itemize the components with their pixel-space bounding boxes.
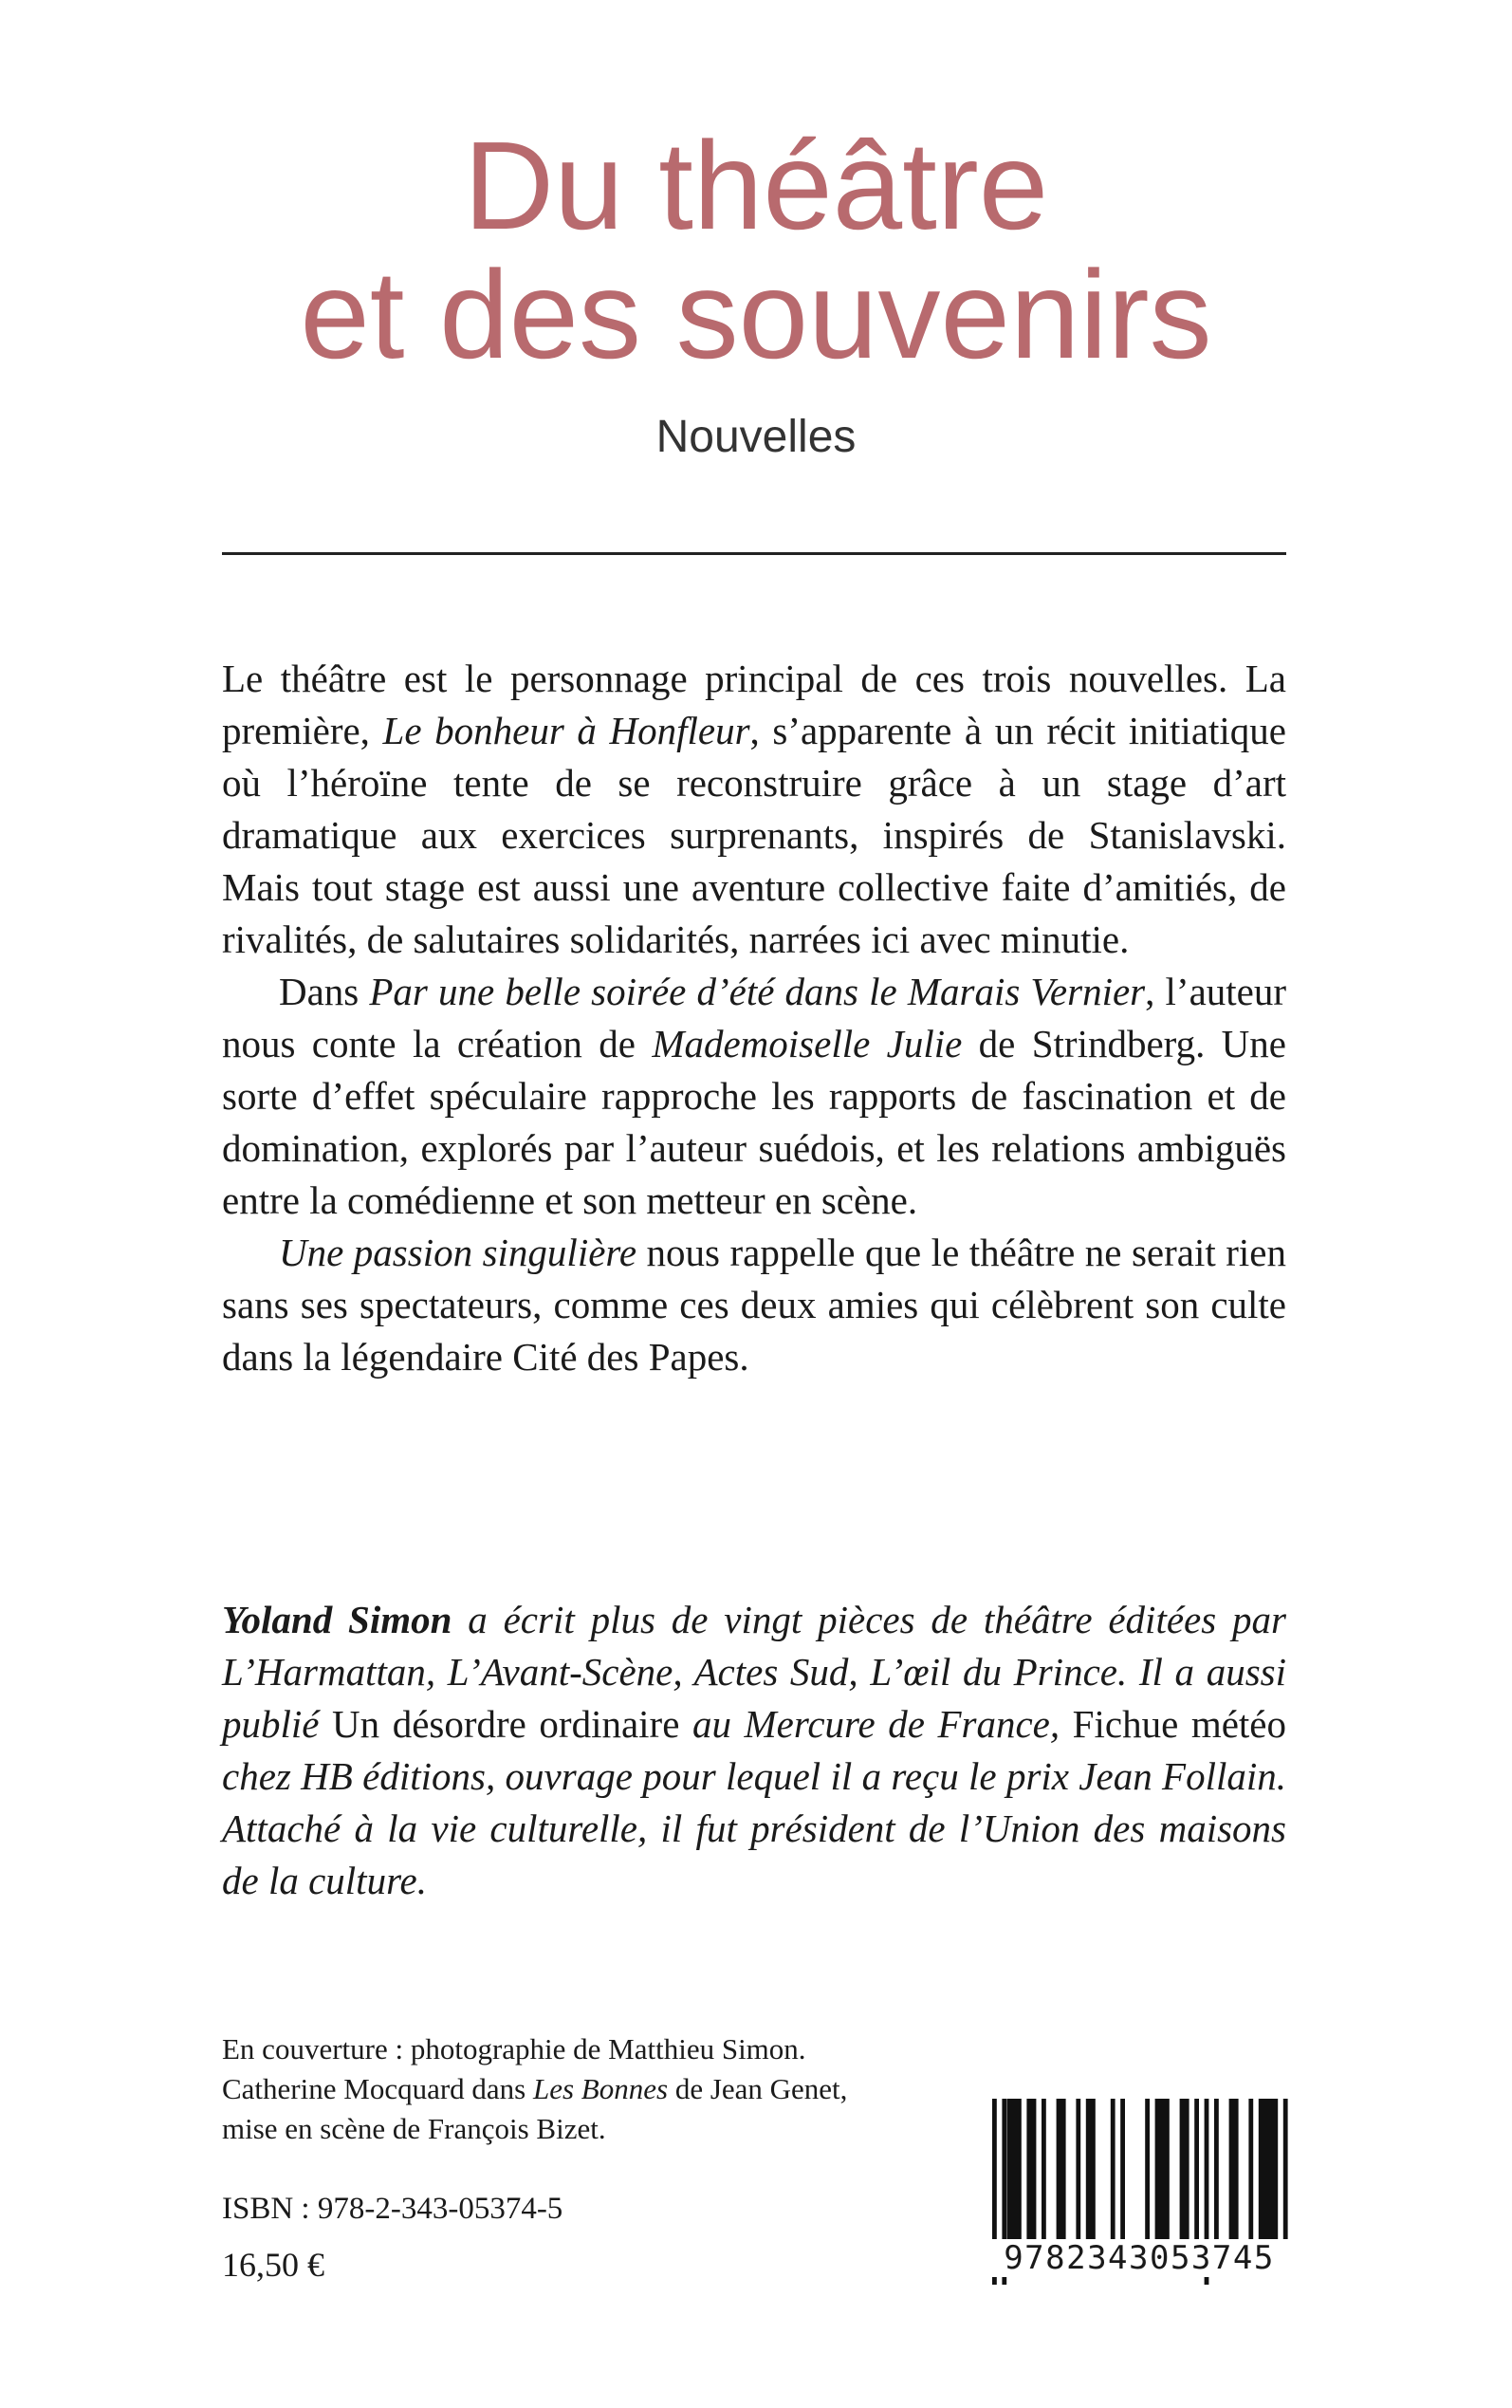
blurb-paragraph-1 [222, 653, 1286, 966]
divider-rule [222, 552, 1286, 555]
author-bio-text-1: a écrit plus de vingt pièces de théâtre éditées par L’Harmattan, L’Avant-Scène, Actes Sud, L’œil du Prince. Il a aussi publié [222, 1598, 1286, 1746]
text-segment: Une passion singulière [279, 1231, 637, 1274]
book-title [0, 116, 1512, 384]
author-bio-text-3: chez HB éditions, ouvrage pour lequel il a reçu le prix Jean Follain. Attaché à la vie culturelle, il fut président de l’Union des maisons de la culture. [222, 1754, 1286, 1902]
blurb-paragraph-3 [222, 1227, 1286, 1383]
credits-line-2-a: Catherine Mocquard dans [222, 2072, 533, 2105]
blurb [222, 653, 1286, 1383]
blurb-paragraph-2 [222, 966, 1286, 1227]
text-segment: , s’apparente à un récit initiatique où l’héroïne tente de se reconstruire grâce à un stage d’art dramatique aux exercices surprenants, inspirés de Stanislavski. Mais tout stage est aussi une aventure collective faite d’amitiés, de rivalités, de salutaires solidarités, narrées ici avec minutie. [222, 709, 1286, 961]
isbn: ISBN : 978-2-343-05374-5 [222, 2192, 563, 2226]
price: 16,50 € [222, 2246, 324, 2284]
credits-line-1: En couverture : photographie de Matthieu Simon. [222, 2032, 806, 2065]
cover-credits [222, 2029, 981, 2149]
text-segment: de Strindberg. Une sorte d’effet spéculaire rapproche les rapports de fascination et de domination, explorés par l’auteur suédois, et les relations ambiguës entre la comédienne et son metteur en scène. [222, 1022, 1286, 1222]
credits-line-2 [222, 2069, 981, 2109]
text-segment: Le théâtre est le personnage principal de ces trois nouvelles. La première, [222, 657, 1286, 752]
author-book-1: Un désordre ordinaire [332, 1702, 680, 1746]
credits-line-3: mise en scène de François Bizet. [222, 2112, 606, 2145]
author-bio [222, 1594, 1286, 1907]
author-book-2: Fichue météo [1072, 1702, 1286, 1746]
book-subtitle: Nouvelles [655, 412, 857, 462]
text-segment: Par une belle soirée d’été dans le Marais Vernier [369, 970, 1146, 1013]
text-segment: Dans [279, 970, 370, 1013]
text-segment: Le bonheur à Honfleur [382, 709, 750, 752]
text-segment: , l’auteur nous conte la création de [222, 970, 1287, 1065]
credits-line-2-title: Les Bonnes [532, 2072, 669, 2105]
barcode-digits: 9782343053745 [988, 2239, 1290, 2277]
credits-line-2-c: de Jean Genet, [668, 2072, 848, 2105]
text-segment: Mademoiselle Julie [652, 1022, 963, 1065]
text-segment: nous rappelle que le théâtre ne serait rien sans ses spectateurs, comme ces deux amies qui célèbrent son culte dans la légendaire Cité des Papes. [222, 1231, 1286, 1379]
book-title-line-2: et des souvenirs [300, 245, 1212, 384]
book-title-line-1: Du théâtre [463, 116, 1049, 255]
author-name: Yoland Simon [222, 1598, 452, 1641]
author-bio-text-2: au Mercure de France, [679, 1702, 1073, 1746]
